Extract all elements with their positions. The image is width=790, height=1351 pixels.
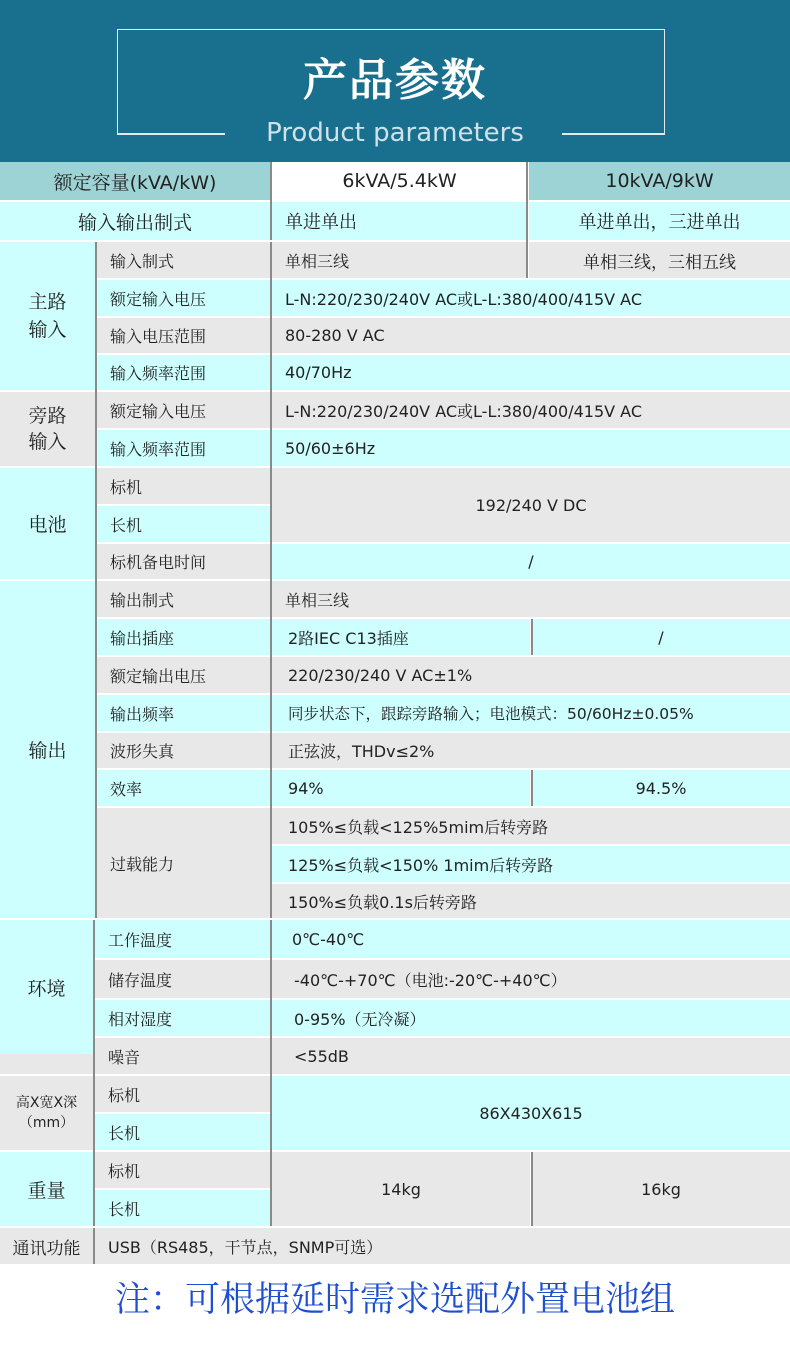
grid-line — [270, 162, 272, 240]
output-freq-label: 输出频率 — [97, 695, 270, 731]
page-title: 产品参数 — [303, 55, 487, 106]
output-group-label: 输出 — [0, 581, 95, 918]
output-freq-value: 同步状态下，跟踪旁路输入；电池模式：50/60Hz±0.05% — [272, 695, 790, 731]
backup-time-value: / — [272, 544, 790, 579]
battery-long-label: 长机 — [97, 506, 270, 542]
dimensions-long-label: 长机 — [95, 1114, 270, 1150]
io-mode-6k: 单进单出 — [272, 202, 527, 240]
weight-group-label: 重量 — [0, 1152, 93, 1226]
output-system-label: 输出制式 — [97, 581, 270, 617]
output-socket-10k: / — [532, 619, 790, 655]
grid-line — [526, 162, 528, 278]
work-temp-value: 0℃-40℃ — [272, 920, 790, 958]
efficiency-6k: 94% — [272, 770, 530, 806]
battery-group-label: 电池 — [0, 468, 95, 579]
weight-6k-value: 14kg — [272, 1152, 530, 1226]
battery-standard-label: 标机 — [97, 468, 270, 504]
environment-group-spacer — [0, 1054, 93, 1074]
storage-temp-label: 储存温度 — [95, 960, 270, 998]
distortion-value: 正弦波，THDv≤2% — [272, 733, 790, 768]
grid-line — [531, 619, 533, 655]
grid-line — [270, 920, 272, 1226]
main-input-group-label — [0, 242, 95, 390]
weight-10k-value: 16kg — [532, 1152, 790, 1226]
overload-line-3: 150%≤负载0.1s后转旁路 — [272, 884, 790, 918]
overload-line-1: 105%≤负载<125%5mim后转旁路 — [272, 808, 790, 844]
grid-line — [95, 242, 97, 918]
output-socket-6k: 2路IEC C13插座 — [272, 619, 530, 655]
dimensions-group-line1: 高X宽X深 — [15, 1095, 78, 1111]
dimensions-group-label — [0, 1076, 93, 1150]
model-10k-header: 10kVA/9kW — [529, 162, 790, 200]
bypass-input-group-text: 旁路输入 — [28, 405, 67, 453]
main-input-group-text: 主路输入 — [28, 291, 67, 341]
main-freq-range-value: 40/70Hz — [272, 355, 790, 390]
bypass-freq-range-value: 50/60±6Hz — [272, 430, 790, 466]
backup-time-label: 标机备电时间 — [97, 544, 270, 579]
weight-standard-label: 标机 — [95, 1152, 270, 1188]
page-subtitle: Product parameters — [266, 118, 524, 148]
io-mode-10k: 单进单出，三进单出 — [529, 202, 790, 240]
capacity-label: 额定容量(kVA/kW) — [0, 162, 270, 200]
overload-label: 过载能力 — [97, 808, 270, 918]
grid-line — [93, 1228, 95, 1264]
output-socket-label: 输出插座 — [97, 619, 270, 655]
header-banner — [0, 0, 790, 162]
storage-temp-value: -40℃-+70℃（电池:-20℃-+40℃） — [272, 960, 790, 998]
output-system-value: 单相三线 — [272, 581, 790, 617]
voltage-range-value: 80-280 V AC — [272, 318, 790, 353]
dimensions-group-line2: （mm） — [18, 1115, 75, 1131]
bypass-rated-voltage-label: 额定输入电压 — [97, 392, 270, 428]
grid-line — [270, 242, 272, 918]
footer-note: 注：可根据延时需求选配外置电池组 — [114, 1280, 675, 1320]
bypass-input-group-label — [0, 392, 95, 466]
environment-group-label: 环境 — [0, 920, 93, 1054]
dimensions-standard-label: 标机 — [95, 1076, 270, 1112]
grid-line — [531, 1152, 533, 1226]
comm-label: 通讯功能 — [0, 1228, 93, 1264]
main-rated-voltage-value: L-N:220/230/240V AC或L-L:380/400/415V AC — [272, 280, 790, 316]
weight-long-label: 长机 — [95, 1190, 270, 1226]
bypass-freq-range-label: 输入频率范围 — [97, 430, 270, 466]
humidity-label: 相对湿度 — [95, 1000, 270, 1036]
overload-line-2: 125%≤负载<150% 1mim后转旁路 — [272, 846, 790, 882]
voltage-range-label: 输入电压范围 — [97, 318, 270, 353]
model-6k-header: 6kVA/5.4kW — [272, 162, 527, 200]
humidity-value: 0-95%（无冷凝） — [272, 1000, 790, 1036]
input-system-label: 输入制式 — [97, 242, 270, 278]
input-system-10k: 单相三线，三相五线 — [529, 242, 790, 278]
efficiency-10k: 94.5% — [532, 770, 790, 806]
noise-label: 噪音 — [95, 1038, 270, 1074]
input-system-6k: 单相三线 — [272, 242, 527, 278]
output-rated-voltage-label: 额定输出电压 — [97, 657, 270, 693]
dimensions-value: 86X430X615 — [272, 1076, 790, 1150]
grid-line — [93, 920, 95, 1226]
grid-line — [531, 770, 533, 806]
io-mode-label: 输入输出制式 — [0, 202, 270, 240]
battery-voltage-value: 192/240 V DC — [272, 468, 790, 542]
comm-value: USB（RS485，干节点，SNMP可选） — [95, 1228, 790, 1264]
main-freq-range-label: 输入频率范围 — [97, 355, 270, 390]
work-temp-label: 工作温度 — [95, 920, 270, 958]
main-rated-voltage-label: 额定输入电压 — [97, 280, 270, 316]
output-rated-voltage-value: 220/230/240 V AC±1% — [272, 657, 790, 693]
efficiency-label: 效率 — [97, 770, 270, 806]
bypass-rated-voltage-value: L-N:220/230/240V AC或L-L:380/400/415V AC — [272, 392, 790, 428]
distortion-label: 波形失真 — [97, 733, 270, 768]
noise-value: <55dB — [272, 1038, 790, 1074]
